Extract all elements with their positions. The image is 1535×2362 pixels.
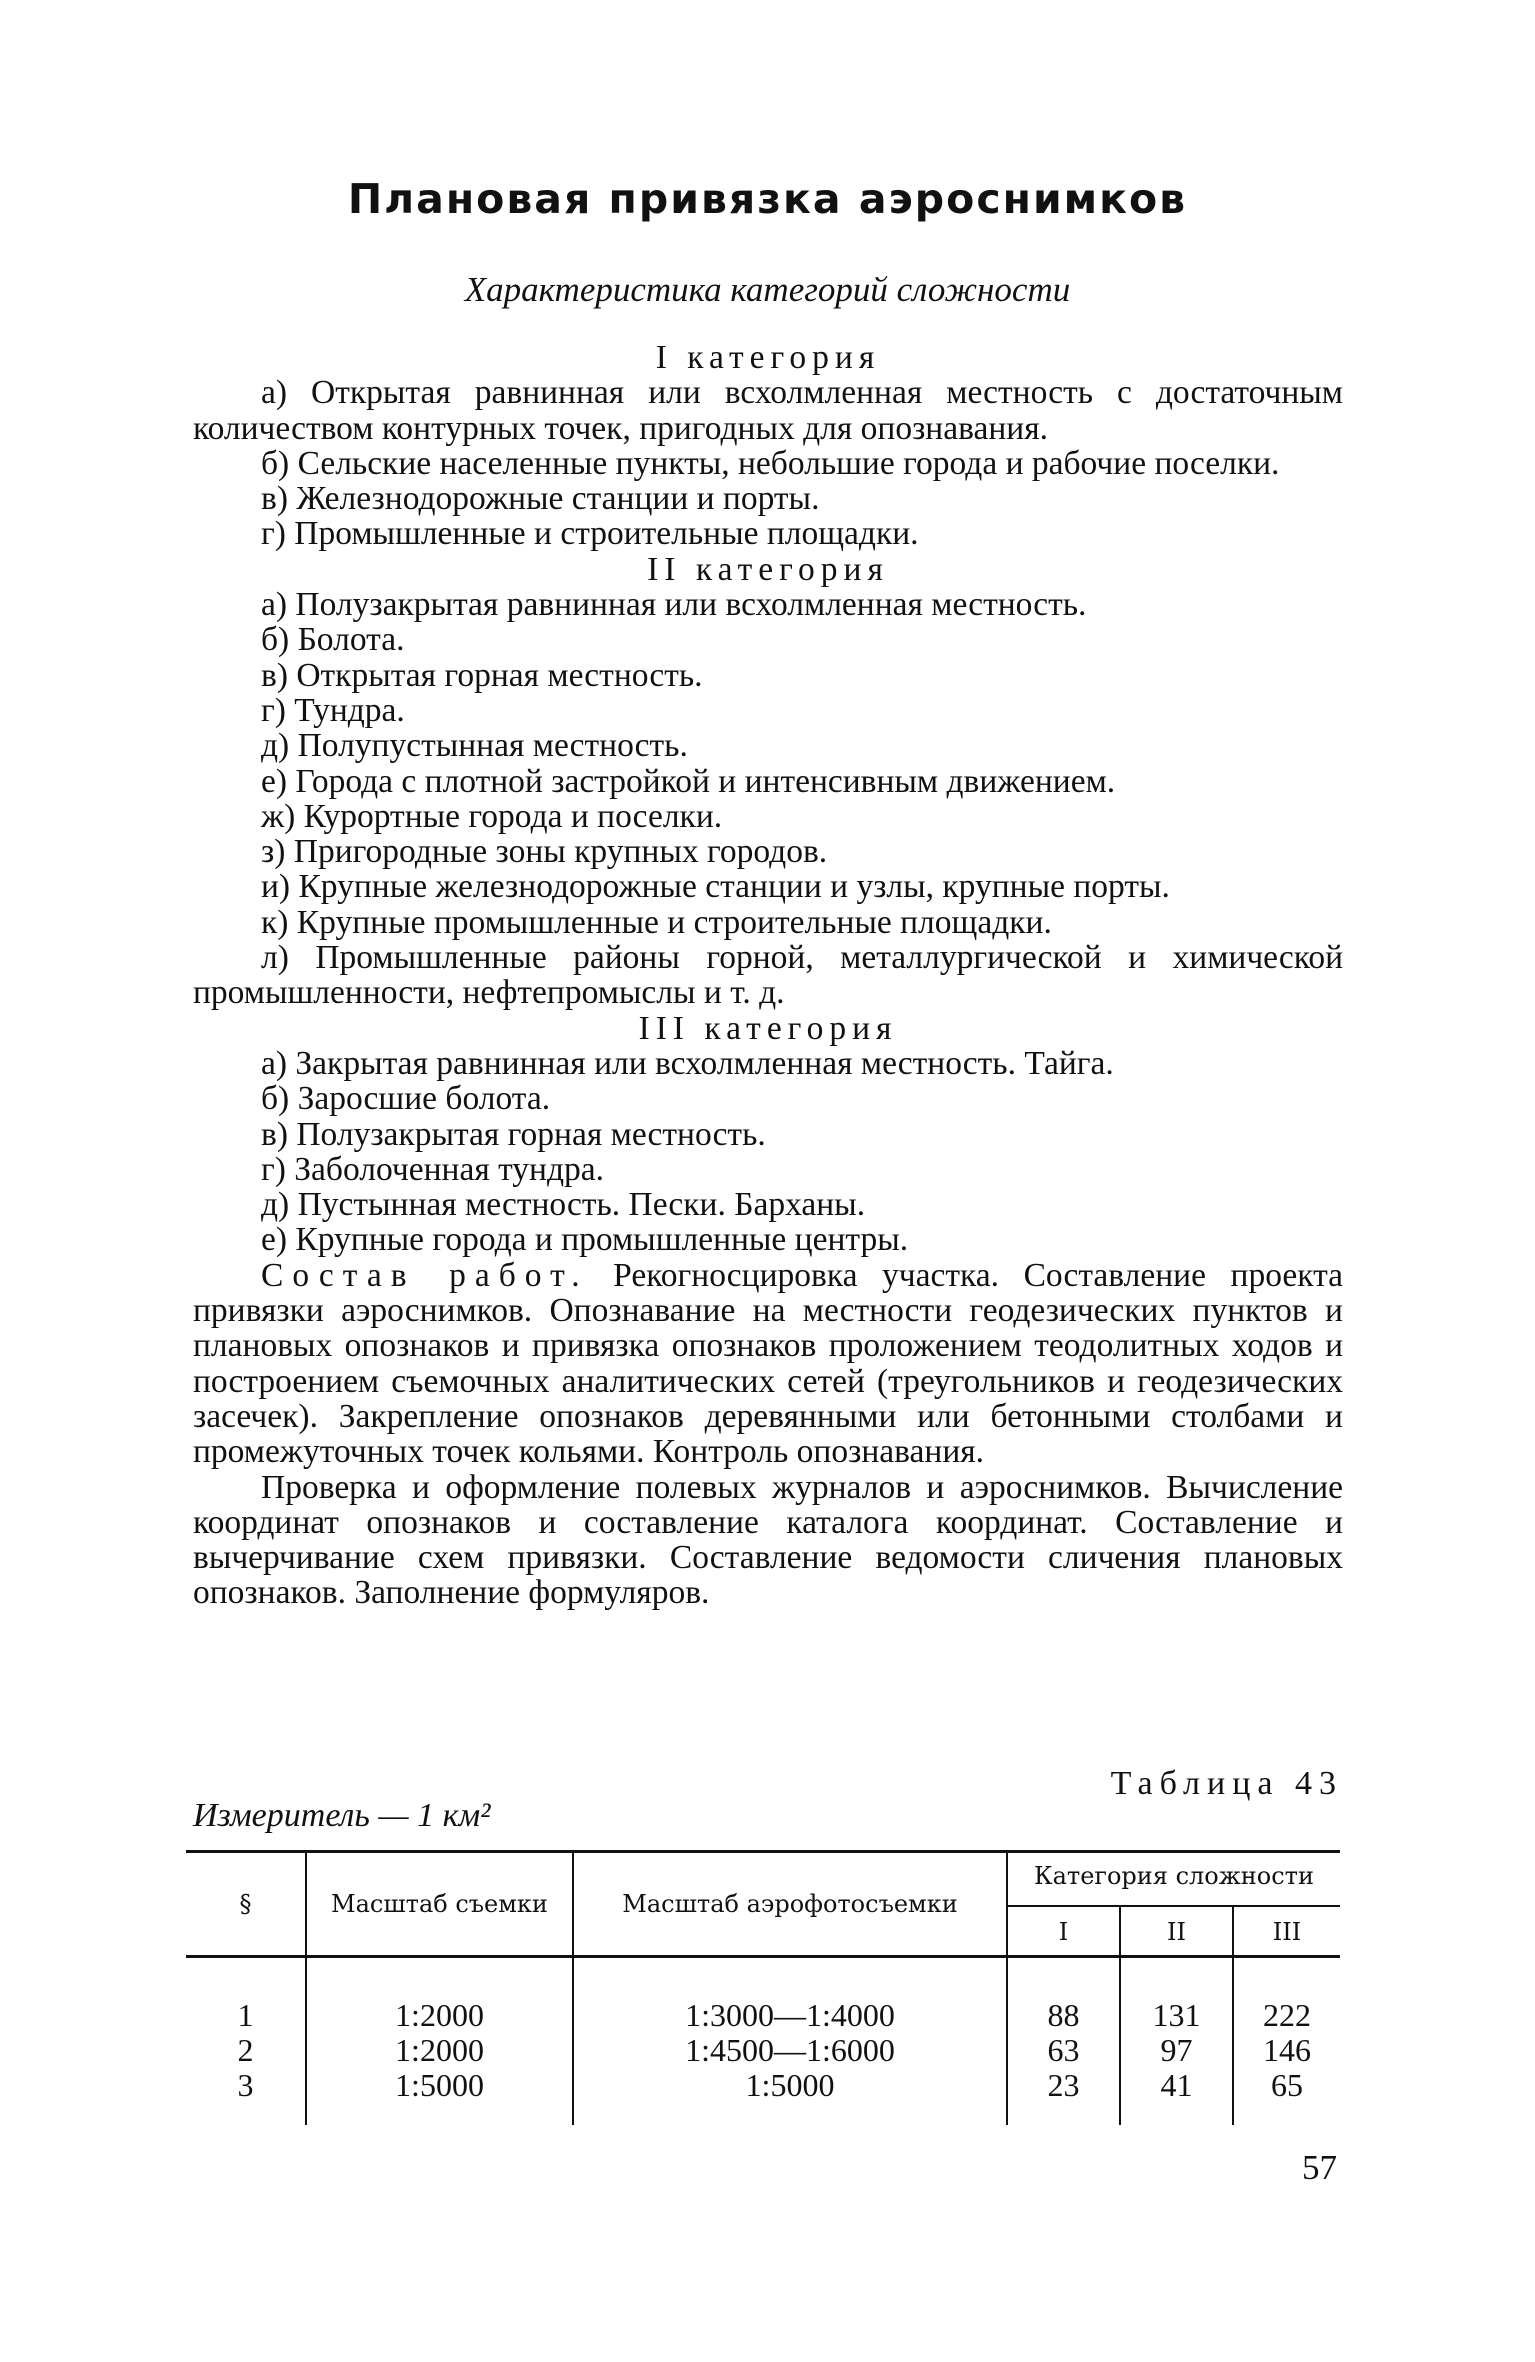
data-table bbox=[186, 1850, 1340, 2125]
header-survey-scale: Масштаб съемки bbox=[331, 1890, 548, 1918]
body-text bbox=[193, 340, 1343, 1611]
category-item: и) Крупные железнодорожные станции и узлы, крупные порты. bbox=[261, 868, 1170, 906]
category-item: б) Сельские населенные пункты, небольшие города и рабочие поселки. bbox=[261, 444, 1280, 482]
category-item: б) Заросшие болота. bbox=[261, 1080, 551, 1118]
header-aerial-scale: Масштаб аэрофотосъемки bbox=[622, 1890, 958, 1918]
header-cat-1: I bbox=[1058, 1918, 1069, 1946]
composition-label: Состав работ. bbox=[261, 1256, 589, 1294]
cell-cat-2: 41 bbox=[1160, 2067, 1193, 2103]
category-item: е) Крупные города и промышленные центры. bbox=[261, 1221, 909, 1259]
page-subtitle: Характеристика категорий сложности bbox=[464, 270, 1071, 309]
measure-label: Измеритель — 1 км² bbox=[193, 1797, 491, 1834]
table-number: Таблица 43 bbox=[1110, 1765, 1343, 1802]
page-title: Плановая привязка аэроснимков bbox=[347, 175, 1188, 223]
cell-cat-3: 222 bbox=[1263, 1997, 1311, 2033]
page-number: 57 bbox=[1302, 2148, 1337, 2187]
category-item: б) Болота. bbox=[261, 621, 405, 659]
cell-section: 3 bbox=[237, 2067, 254, 2103]
category-item: л) Промышленные районы горной, металлургической и химической промышленности, нефтепромыслы и т. д. bbox=[193, 939, 1343, 1012]
header-category-group: Категория сложности bbox=[1034, 1862, 1314, 1890]
category-item: в) Открытая горная местность. bbox=[261, 656, 703, 694]
table-header-rule bbox=[186, 1955, 1340, 1958]
cell-aerial-scale: 1:5000 bbox=[745, 2067, 835, 2103]
category-item: г) Заболоченная тундра. bbox=[261, 1150, 605, 1188]
table-top-rule bbox=[186, 1850, 1340, 1853]
header-section: § bbox=[239, 1890, 252, 1918]
category-item: г) Промышленные и строительные площадки. bbox=[261, 515, 919, 553]
category-item: ж) Курортные города и поселки. bbox=[261, 797, 723, 835]
category-item: а) Полузакрытая равнинная или всхолмленная местность. bbox=[261, 586, 1087, 624]
category-item: в) Полузакрытая горная местность. bbox=[261, 1115, 766, 1153]
cell-section: 1 bbox=[237, 1997, 254, 2033]
composition-text: Рекогносцировка участка. Составление проекта привязки аэроснимков. Опознавание на местности геодезических пунктов и плановых опознаков и привязка опознаков проложением теодолитных ходов и построением съемочных аналитических сетей (треугольников и геодезических засечек). Закрепление опознаков деревянными или бетонными столбами и промежуточных точек кольями. Контроль опознавания. bbox=[193, 1256, 1343, 1471]
composition-paragraph bbox=[193, 1258, 1343, 1470]
cell-cat-1: 63 bbox=[1047, 2032, 1080, 2068]
table-group-rule bbox=[1006, 1905, 1340, 1907]
cell-cat-2: 97 bbox=[1160, 2032, 1193, 2068]
category-heading: III категория bbox=[638, 1009, 898, 1047]
category-item: д) Полупустынная местность. bbox=[261, 727, 688, 765]
category-heading: I категория bbox=[655, 339, 881, 376]
header-cat-2: II bbox=[1167, 1918, 1186, 1946]
composition-paragraph-2: Проверка и оформление полевых журналов и аэроснимков. Вычисление координат опознаков и составление каталога координат. Составление и вычерчивание схем привязки. Составление ведомости сличения плановых опознаков. Заполнение формуляров. bbox=[193, 1468, 1343, 1612]
category-item: г) Тундра. bbox=[261, 691, 405, 729]
cell-aerial-scale: 1:3000—1:4000 bbox=[685, 1997, 895, 2033]
cell-survey-scale: 1:2000 bbox=[395, 2032, 484, 2068]
category-item: з) Пригородные зоны крупных городов. bbox=[261, 833, 828, 871]
category-item: к) Крупные промышленные и строительные площадки. bbox=[261, 903, 1052, 941]
cell-cat-1: 23 bbox=[1047, 2067, 1080, 2103]
cell-survey-scale: 1:2000 bbox=[395, 1997, 484, 2033]
category-item: в) Железнодорожные станции и порты. bbox=[261, 480, 820, 518]
cell-aerial-scale: 1:4500—1:6000 bbox=[685, 2032, 895, 2068]
cell-cat-1: 88 bbox=[1047, 1997, 1080, 2033]
cell-section: 2 bbox=[237, 2032, 254, 2068]
cell-cat-2: 131 bbox=[1152, 1997, 1201, 2033]
category-heading: II категория bbox=[647, 550, 889, 588]
category-item: а) Открытая равнинная или всхолмленная местность с достаточным количеством контурных точек, пригодных для опознавания. bbox=[193, 374, 1343, 447]
header-cat-3: III bbox=[1272, 1918, 1302, 1946]
category-item: д) Пустынная местность. Пески. Барханы. bbox=[261, 1186, 866, 1224]
category-item: а) Закрытая равнинная или всхолмленная местность. Тайга. bbox=[261, 1044, 1114, 1082]
cell-cat-3: 65 bbox=[1271, 2067, 1303, 2103]
cell-cat-3: 146 bbox=[1263, 2032, 1311, 2068]
category-item: е) Города с плотной застройкой и интенсивным движением. bbox=[261, 762, 1116, 800]
cell-survey-scale: 1:5000 bbox=[395, 2067, 484, 2103]
